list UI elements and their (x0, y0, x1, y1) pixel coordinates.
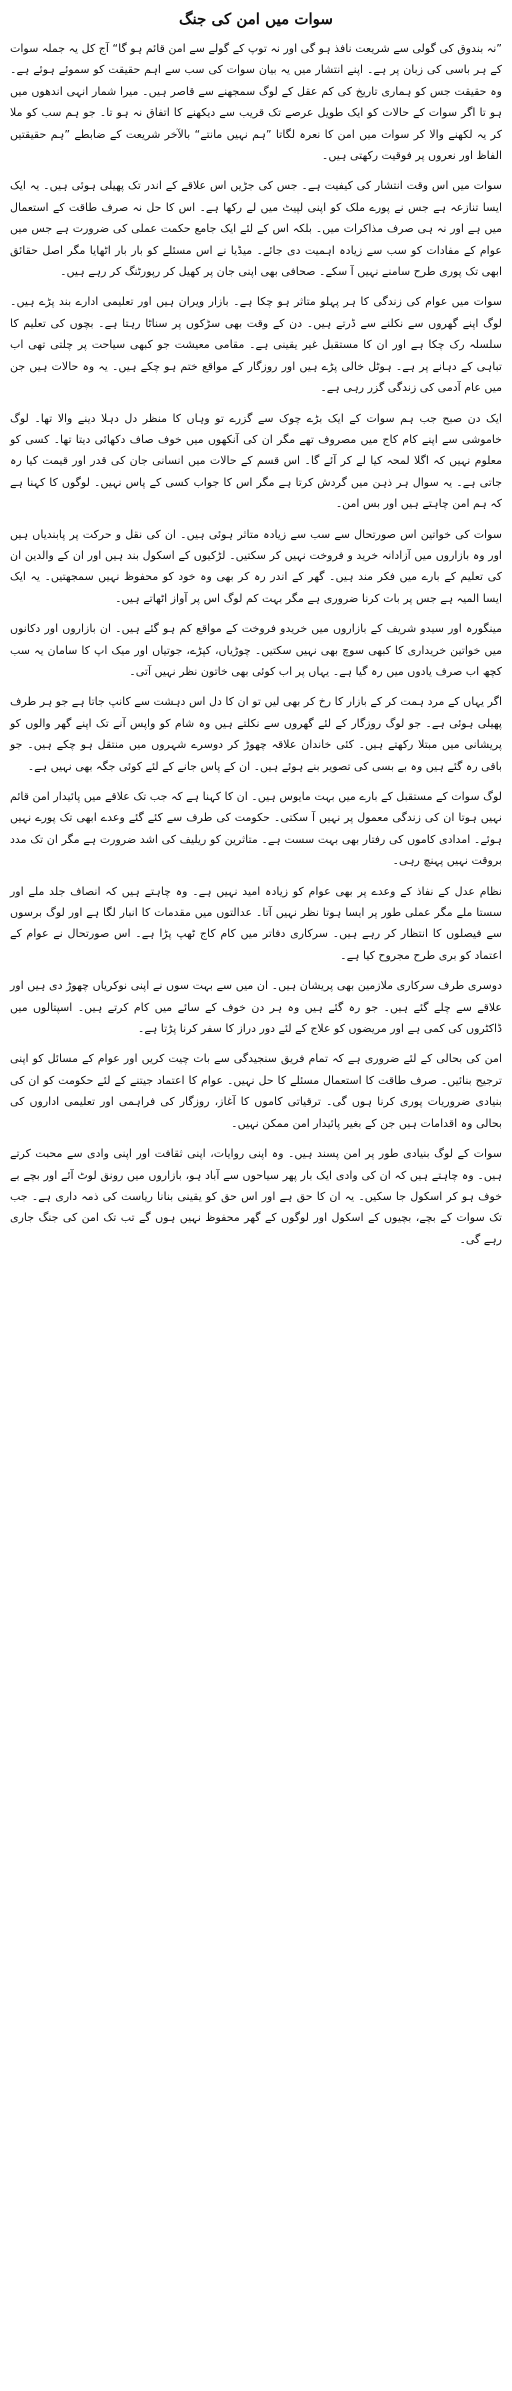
article-paragraph: امن کی بحالی کے لئے ضروری ہے کہ تمام فریق سنجیدگی سے بات چیت کریں اور عوام کے مسائل کو اپنی ترجیح بنائیں۔ صرف طاقت کا استعمال مسئلے کا حل نہیں۔ عوام کا اعتماد جیتنے کے لئے حکومت کو ان کی بنیادی ضروریات پوری کرنا ہوں گی۔ ترقیاتی کاموں کا آغاز، روزگار کی فراہمی اور تعلیمی اداروں کی بحالی وہ اقدامات ہیں جن کے بغیر پائیدار امن ممکن نہیں۔ (10, 1052, 502, 1130)
article-paragraph: نظام عدل کے نفاذ کے وعدے پر بھی عوام کو زیادہ امید نہیں ہے۔ وہ چاہتے ہیں کہ انصاف جلد ملے اور سستا ملے مگر عملی طور پر ایسا ہوتا نظر نہیں آتا۔ عدالتوں میں مقدمات کا انبار لگا ہے اور لوگ برسوں سے فیصلوں کا انتظار کر رہے ہیں۔ سرکاری دفاتر میں کام کاج ٹھپ پڑا ہے۔ اس صورتحال نے عوام کے اعتماد کو بری طرح مجروح کیا ہے۔ (10, 884, 502, 962)
article-paragraph: مینگورہ اور سیدو شریف کے بازاروں میں خریدو فروخت کے مواقع کم ہو گئے ہیں۔ ان بازاروں اور دکانوں میں خواتین خریداری کا کبھی سوچ بھی نہیں سکتیں۔ چوڑیاں، کپڑے، جوتیاں اور میک اپ کا سامان یہ سب کچھ اب صرف یادوں میں رہ گیا ہے۔ یہاں پر اب کوئی بھی خاتون نظر نہیں آتی۔ (10, 622, 502, 678)
article-paragraph: ایک دن صبح جب ہم سوات کے ایک بڑے چوک سے گزرے تو وہاں کا منظر دل دہلا دینے والا تھا۔ لوگ خاموشی سے اپنے کام کاج میں مصروف تھے مگر ان کی آنکھوں میں خوف صاف دکھائی دیتا تھا۔ کسی کو معلوم نہیں کہ اگلا لمحہ کیا لے کر آئے گا۔ اس قسم کے حالات میں انسانی جان کی قدر اور قیمت کیا رہ جاتی ہے۔ یہ سوال ہر ذہن میں گردش کرتا ہے مگر اس کا جواب کسی کے پاس نہیں۔ لوگوں کا کہنا ہے کہ ہم امن چاہتے ہیں اور بس امن۔ (10, 411, 502, 511)
article-paragraph: سوات میں عوام کی زندگی کا ہر پہلو متاثر ہو چکا ہے۔ بازار ویران ہیں اور تعلیمی ادارے بند پڑے ہیں۔ لوگ اپنے گھروں سے نکلنے سے ڈرتے ہیں۔ دن کے وقت بھی سڑکوں پر سناٹا رہتا ہے۔ بچوں کی تعلیم کا سلسلہ رک چکا ہے اور ان کا مستقبل غیر یقینی ہے۔ مقامی معیشت جو کبھی سیاحت پر چلتی تھی اب تباہی کے دہانے پر ہے۔ ہوٹل خالی پڑے ہیں اور روزگار کے مواقع ختم ہو چکے ہیں۔ یہ وہ حالات ہیں جن میں عام آدمی کی زندگی گزر رہی ہے۔ (10, 295, 502, 395)
article-paragraph: دوسری طرف سرکاری ملازمین بھی پریشان ہیں۔ ان میں سے بہت سوں نے اپنی نوکریاں چھوڑ دی ہیں اور علاقے سے چلے گئے ہیں۔ جو رہ گئے ہیں وہ ہر دن خوف کے سائے میں کام کرتے ہیں۔ اسپتالوں میں ڈاکٹروں کی کمی ہے اور مریضوں کو علاج کے لئے دور دراز کا سفر کرنا پڑتا ہے۔ (10, 979, 502, 1036)
article-paragraph: لوگ سوات کے مستقبل کے بارے میں بہت مایوس ہیں۔ ان کا کہنا ہے کہ جب تک علاقے میں پائیدار امن قائم نہیں ہوتا ان کی زندگی معمول پر نہیں آ سکتی۔ حکومت کی طرف سے کئے گئے وعدے ابھی تک پورے نہیں ہوئے۔ امدادی کاموں کی رفتار بھی بہت سست ہے۔ متاثرین کو ریلیف کی اشد ضرورت ہے مگر ان تک مدد بروقت نہیں پہنچ رہی۔ (10, 790, 502, 868)
article-title: سوات میں امن کی جنگ (179, 10, 333, 28)
article-paragraph: اگر یہاں کے مرد ہمت کر کے بازار کا رخ کر بھی لیں تو ان کا دل اس دہشت سے کانپ جاتا ہے جو ہر طرف پھیلی ہوئی ہے۔ جو لوگ روزگار کے لئے گھروں سے نکلتے ہیں وہ شام کو واپس آنے تک اپنے گھر والوں کو پریشانی میں مبتلا رکھتے ہیں۔ کئی خاندان علاقہ چھوڑ کر دوسرے شہروں میں منتقل ہو چکے ہیں۔ جو باقی رہ گئے ہیں وہ بے بسی کی تصویر بنے ہوئے ہیں۔ ان کے پاس جانے کے لئے کوئی جگہ بھی نہیں ہے۔ (10, 695, 502, 773)
article-paragraph: سوات کی خواتین اس صورتحال سے سب سے زیادہ متاثر ہوئی ہیں۔ ان کی نقل و حرکت پر پابندیاں ہیں اور وہ بازاروں میں آزادانہ خرید و فروخت نہیں کر سکتیں۔ لڑکیوں کے اسکول بند ہیں اور ان کے والدین ان کی تعلیم کے بارے میں فکر مند ہیں۔ گھر کے اندر رہ کر بھی وہ خود کو محفوظ نہیں سمجھتیں۔ یہ ایک ایسا المیہ ہے جس پر بات کرنا ضروری ہے مگر بہت کم لوگ اس پر آواز اٹھاتے ہیں۔ (10, 527, 502, 605)
article-paragraph: ”نہ بندوق کی گولی سے شریعت نافذ ہو گی اور نہ توپ کے گولے سے امن قائم ہو گا“ آج کل یہ جملہ سوات کے ہر باسی کی زبان پر ہے۔ اپنے انتشار میں یہ بیان سوات کی سب سے اہم حقیقت کو سموئے ہوئے ہے۔ وہ حقیقت جس کو ہماری تاریخ کی کم عقل کے لوگ سمجھنے سے قاصر ہیں۔ میرا شمار انہی اندھوں میں ہو تا اگر سوات کے حالات کو ایک طویل عرصے تک قریب سے دیکھنے کا اتفاق نہ ہو تا۔ جو ہم سب کو ملا کر یہ لکھنے والا کر سوات میں امن کا نعرہ لگاتا ”ہم نہیں مانتے“ بالآخر شریعت کے ضابطے ”ہم حقیقتیں الفاظ اور نعروں پر فوقیت رکھتی ہیں۔ (10, 42, 502, 163)
article-body (10, 38, 502, 1250)
article-paragraph: سوات میں اس وقت انتشار کی کیفیت ہے۔ جس کی جڑیں اس علاقے کے اندر تک پھیلی ہوئی ہیں۔ یہ ایک ایسا تنازعہ ہے جس نے پورے ملک کو اپنی لپیٹ میں لے رکھا ہے۔ اس کا حل نہ صرف طاقت کے استعمال میں ہے اور نہ ہی صرف مذاکرات میں۔ بلکہ اس کے لئے ایک جامع حکمت عملی کی ضرورت ہے جس میں عوام کے مفادات کو سب سے زیادہ اہمیت دی جائے۔ میڈیا نے اس مسئلے کو بار بار اٹھایا مگر اصل حقائق ابھی تک پوری طرح سامنے نہیں آ سکے۔ صحافی بھی اپنی جان پر کھیل کر رپورٹنگ کر رہے ہیں۔ (10, 179, 502, 279)
article-paragraph: سوات کے لوگ بنیادی طور پر امن پسند ہیں۔ وہ اپنی روایات، اپنی ثقافت اور اپنی وادی سے محبت کرتے ہیں۔ وہ چاہتے ہیں کہ ان کی وادی ایک بار پھر سیاحوں سے آباد ہو، بازاروں میں رونق لوٹ آئے اور بچے بے خوف ہو کر اسکول جا سکیں۔ یہ ان کا حق ہے اور اس حق کو یقینی بنانا ریاست کی ذمہ داری ہے۔ جب تک سوات کے بچے، بچیوں کے اسکول اور لوگوں کے گھر محفوظ نہیں ہوں گے تب تک امن کی جنگ جاری رہے گی۔ (10, 1147, 502, 1246)
